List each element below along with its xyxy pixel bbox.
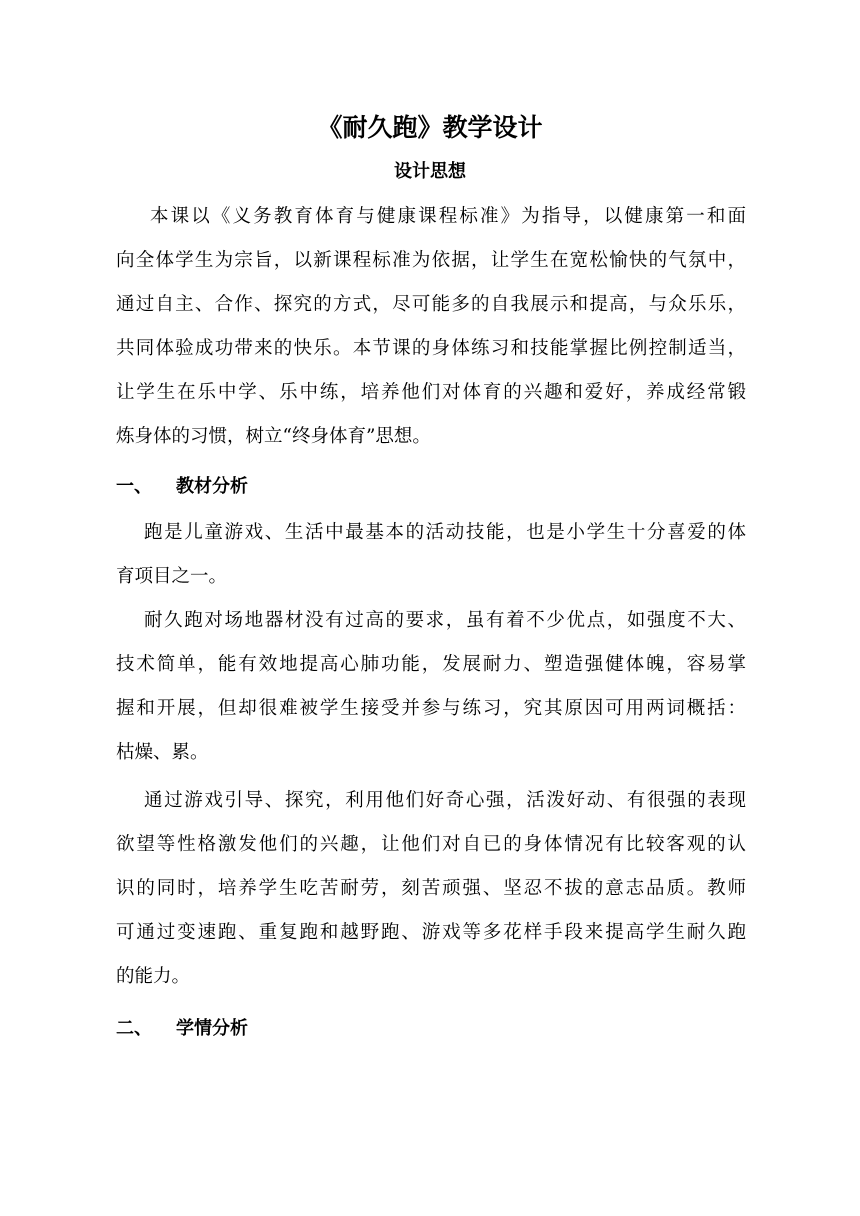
section-number: 二、 [116,1018,152,1039]
section-number: 一、 [116,476,152,497]
section-heading-learners [116,1012,248,1046]
intro-line: 让学生在乐中学、乐中练，培养他们对体育的兴趣和爱好，养成经常锻 [116,382,746,403]
section-heading-materials [116,470,248,504]
intro-line: 本课以《义务教育体育与健康课程标准》为指导，以健康第一和面 [150,206,746,227]
section-title: 学情分析 [176,1018,248,1039]
intro-line: 共同体验成功带来的快乐。本节课的身体练习和技能掌握比例控制适当， [116,338,746,359]
materials-para3-line: 的能力。 [116,966,191,987]
intro-line: 向全体学生为宗旨，以新课程标准为依据，让学生在宽松愉快的气氛中， [116,250,746,271]
intro-line: 炼身体的习惯，树立“终身体育”思想。 [116,426,431,447]
materials-para2-line: 技术简单，能有效地提高心肺功能，发展耐力、塑造强健体魄，容易掌 [116,654,746,675]
materials-para3-line: 通过游戏引导、探究，利用他们好奇心强，活泼好动、有很强的表现 [144,790,746,811]
intro-line: 通过自主、合作、探究的方式，尽可能多的自我展示和提高，与众乐乐， [116,294,746,315]
materials-para2-line: 耐久跑对场地器材没有过高的要求，虽有着不少优点，如强度不大、 [144,610,746,631]
materials-para2-line: 握和开展，但却很难被学生接受并参与练习，究其原因可用两词概括： [116,698,746,719]
materials-para3-line: 欲望等性格激发他们的兴趣，让他们对自已的身体情况有比较客观的认 [116,834,746,855]
materials-para3-line: 识的同时，培养学生吃苦耐劳，刻苦顽强、坚忍不拔的意志品质。教师 [116,878,746,899]
document-title: 《耐久跑》教学设计 [317,113,543,142]
materials-para1-line: 跑是儿童游戏、生活中最基本的活动技能，也是小学生十分喜爱的体 [144,522,746,543]
design-idea-heading: 设计思想 [394,161,466,182]
materials-para2-line: 枯燥、累。 [116,742,209,763]
section-title: 教材分析 [176,476,248,497]
materials-para1-line: 育项目之一。 [116,566,228,587]
materials-para3-line: 可通过变速跑、重复跑和越野跑、游戏等多花样手段来提高学生耐久跑 [116,922,746,943]
